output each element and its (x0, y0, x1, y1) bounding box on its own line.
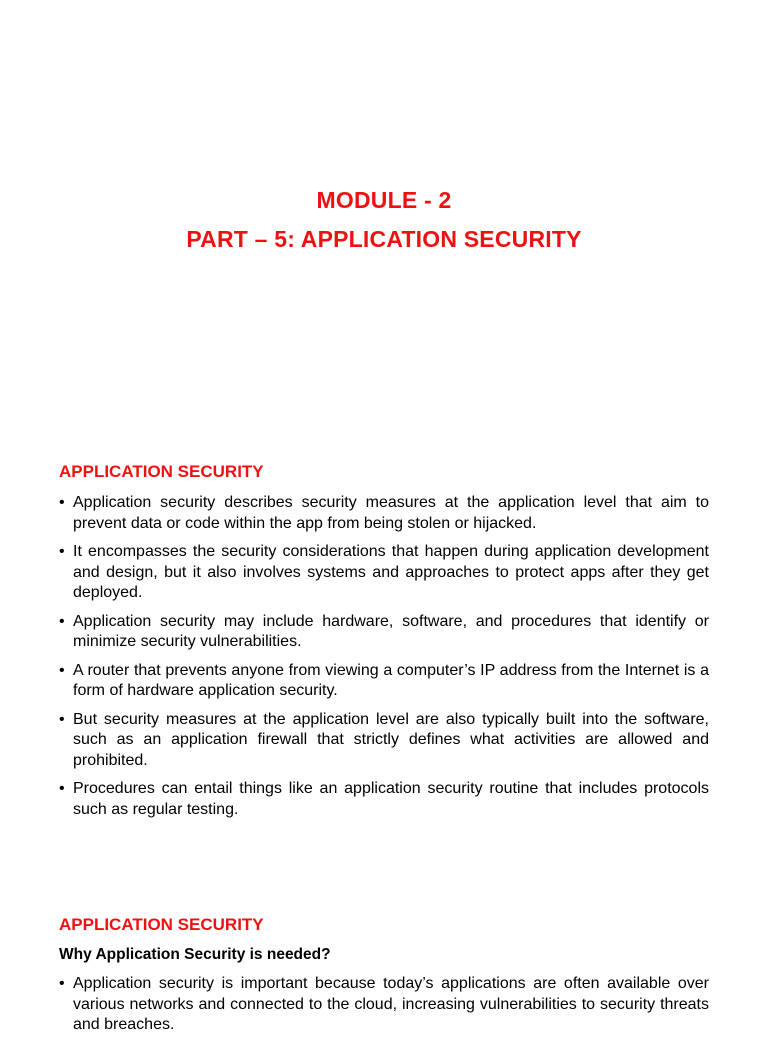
list-item (59, 661, 709, 702)
list-item (59, 542, 709, 604)
bullet-icon: • (59, 543, 65, 560)
bullet-text: A router that prevents anyone from viewing a computer’s IP address from the Internet is a form of hardware application security. (73, 661, 709, 699)
list-item (59, 974, 709, 1036)
bullet-icon: • (59, 975, 65, 992)
bullet-text: It encompasses the security considerations that happen during application development and design, but it also involves systems and approaches to protect apps after they get deployed. (73, 543, 709, 601)
bullet-icon: • (59, 494, 65, 511)
section-heading: APPLICATION SECURITY (59, 462, 264, 481)
list-item (59, 779, 709, 820)
list-item (59, 710, 709, 772)
module-title: MODULE - 2 (316, 187, 452, 213)
list-item (59, 612, 709, 653)
bullet-text: But security measures at the application level are also typically built into the software, such as an application firewall that strictly defines what activities are allowed and prohibited. (73, 710, 709, 769)
bullet-text: Application security is important because today’s applications are often available over various networks and connected to the cloud, increasing vulnerabilities to security threats and breaches. (73, 975, 709, 1033)
bullet-text: Application security describes security measures at the application level that aim to prevent data or code within the app from being stolen or hijacked. (73, 494, 709, 532)
section-heading: APPLICATION SECURITY (59, 915, 264, 934)
list-item (59, 493, 709, 534)
bullet-icon: • (59, 661, 65, 679)
bullet-list (59, 493, 709, 828)
sub-heading: Why Application Security is needed? (59, 946, 331, 963)
part-title: PART – 5: APPLICATION SECURITY (186, 226, 582, 252)
title-slide (0, 0, 768, 360)
bullet-icon: • (59, 710, 65, 728)
bullet-list (59, 974, 709, 1044)
bullet-text: Procedures can entail things like an application security routine that includes protocols such as regular testing. (73, 780, 709, 818)
bullet-icon: • (59, 612, 65, 630)
bullet-text: Application security may include hardware, software, and procedures that identify or minimize security vulnerabilities. (73, 612, 709, 650)
bullet-icon: • (59, 780, 65, 797)
